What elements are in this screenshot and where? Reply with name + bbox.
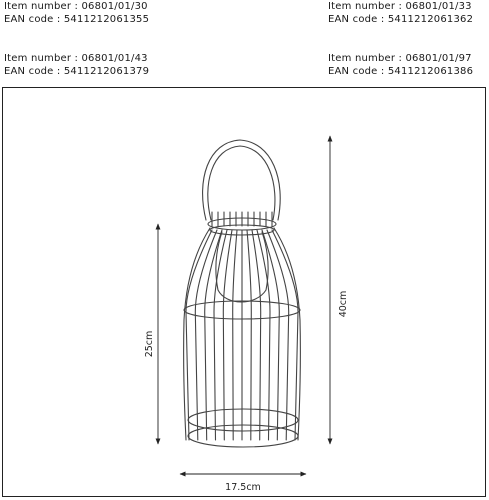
- dimension-total-height: [330, 136, 349, 444]
- cage-bar: [272, 230, 298, 440]
- item-number-label: Item number :: [4, 1, 82, 12]
- item-number-value: 06801/01/97: [405, 53, 472, 64]
- item-number-value: 06801/01/30: [81, 1, 148, 12]
- body-height-label: 25cm: [144, 330, 155, 358]
- ean-code-value: 5411212061355: [63, 14, 150, 25]
- ean-code-value: 5411212061386: [387, 66, 474, 77]
- cage-bar: [252, 230, 261, 440]
- ean-code-value: 5411212061379: [63, 66, 150, 77]
- width-label: 17.5cm: [225, 482, 261, 493]
- ean-code-label: EAN code :: [328, 66, 388, 77]
- ean-code-label: EAN code :: [4, 14, 64, 25]
- item-number-label: Item number :: [4, 53, 82, 64]
- handle-inner: [208, 146, 275, 220]
- cage-bar: [186, 230, 212, 440]
- handle-outer: [203, 140, 281, 220]
- ean-code-label: EAN code :: [328, 14, 388, 25]
- item-number-label: Item number :: [328, 53, 406, 64]
- dimension-body-height: [144, 224, 158, 444]
- lantern-illustration: [184, 140, 301, 447]
- dimension-width: [180, 474, 306, 493]
- item-number-value: 06801/01/43: [81, 53, 148, 64]
- ean-code-label: EAN code :: [4, 66, 64, 77]
- total-height-label: 40cm: [338, 290, 349, 318]
- ean-code-value: 5411212061362: [387, 14, 474, 25]
- cage-bar: [223, 230, 232, 440]
- bottom-ring-lower: [188, 425, 298, 447]
- item-number-label: Item number :: [328, 1, 406, 12]
- cage-bar: [233, 230, 237, 440]
- item-number-value: 06801/01/33: [405, 1, 472, 12]
